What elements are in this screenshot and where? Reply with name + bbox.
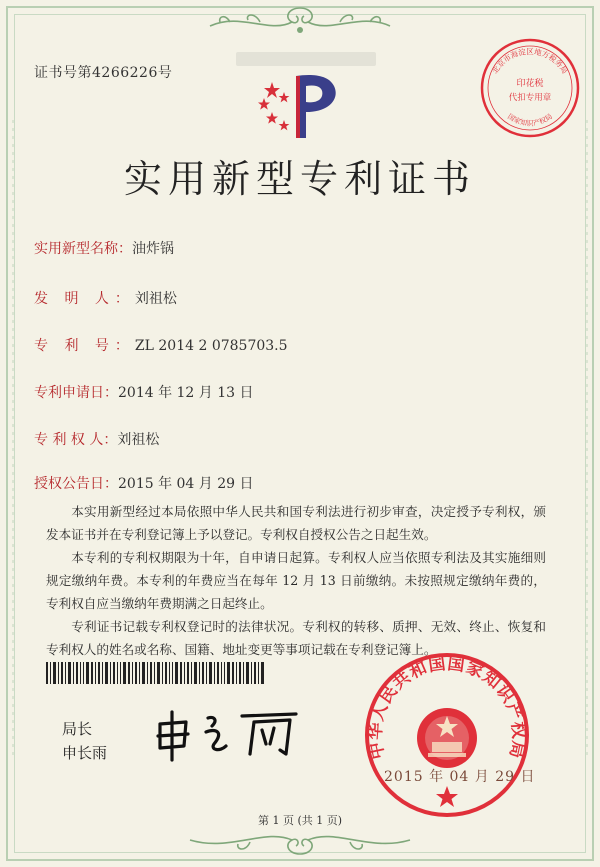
certificate-body [46, 500, 546, 661]
field-value: 刘祖松 [134, 291, 177, 307]
tax-stamp [478, 36, 582, 140]
field-filing-date [34, 382, 254, 402]
handwritten-signature [150, 704, 310, 764]
field-label: 专 利 号： [34, 338, 135, 354]
tax-stamp-bottom-text: 国家知识产权局 [506, 112, 554, 128]
field-value: ZL 2014 2 0785703.5 [134, 338, 288, 354]
certificate-number: 证书号第4266226号 [34, 65, 173, 81]
svg-text:国家知识产权局 [506, 112, 554, 128]
seal-date: 2015 年 04 月 29 日 [384, 769, 536, 785]
national-emblem [417, 708, 477, 768]
body-paragraph: 专利证书记载专利权登记时的法律状况。专利权的转移、质押、无效、终止、恢复和专利权人的姓名或名称、国籍、地址变更等事项记载在专利登记簿上。 [46, 619, 546, 657]
field-label: 专利申请日： [34, 385, 118, 401]
watermark-band [236, 52, 376, 66]
field-label: 实用新型名称： [34, 241, 132, 257]
field-value: 2014 年 12 月 13 日 [118, 385, 254, 401]
tax-stamp-line-1: 印花税 [516, 79, 544, 89]
field-patent-number [34, 335, 288, 355]
left-side-ornament [8, 120, 18, 760]
field-label: 专 利 权 人： [34, 432, 118, 448]
right-side-ornament [582, 120, 592, 760]
field-grant-date [34, 473, 254, 493]
field-utility-model-name [34, 238, 174, 258]
top-ornament [200, 4, 400, 38]
page-number: 第 1 页 (共 1 页) [257, 814, 343, 827]
certificate-title: 实用新型专利证书 [123, 157, 476, 201]
field-value: 刘祖松 [117, 432, 160, 448]
signatory-name: 申长雨 [62, 744, 108, 762]
tax-stamp-line-2: 代扣专用章 [508, 93, 552, 103]
field-patentee [34, 429, 159, 449]
seal-ring-text: 中华人民共和国国家知识产权局 [365, 653, 529, 761]
field-label: 授权公告日： [34, 476, 118, 492]
body-paragraph: 本实用新型经过本局依照中华人民共和国专利法进行初步审查，决定授予专利权，颁发本证书并在专利登记簿上予以登记。专利权自授权公告之日起生效。 [46, 504, 546, 542]
field-label: 发 明 人： [34, 291, 135, 307]
signatory-title: 局长 [62, 720, 93, 738]
field-value: 油炸锅 [132, 241, 174, 257]
official-seal [362, 650, 532, 820]
barcode [46, 662, 266, 684]
field-inventor [34, 288, 177, 308]
bottom-ornament [180, 830, 420, 860]
body-paragraph: 本专利的专利权期限为十年，自申请日起算。专利权人应当依照专利法及其实施细则规定缴纳年费。本专利的年费应当在每年 12 月 13 日前缴纳。未按照规定缴纳年费的，专利权自应当缴纳年费期满之日起终止。 [46, 550, 546, 611]
tax-stamp-ring-text: 北京市海淀区地方税务局 [490, 47, 570, 76]
patent-office-logo [250, 68, 350, 148]
field-value: 2015 年 04 月 29 日 [118, 476, 254, 492]
